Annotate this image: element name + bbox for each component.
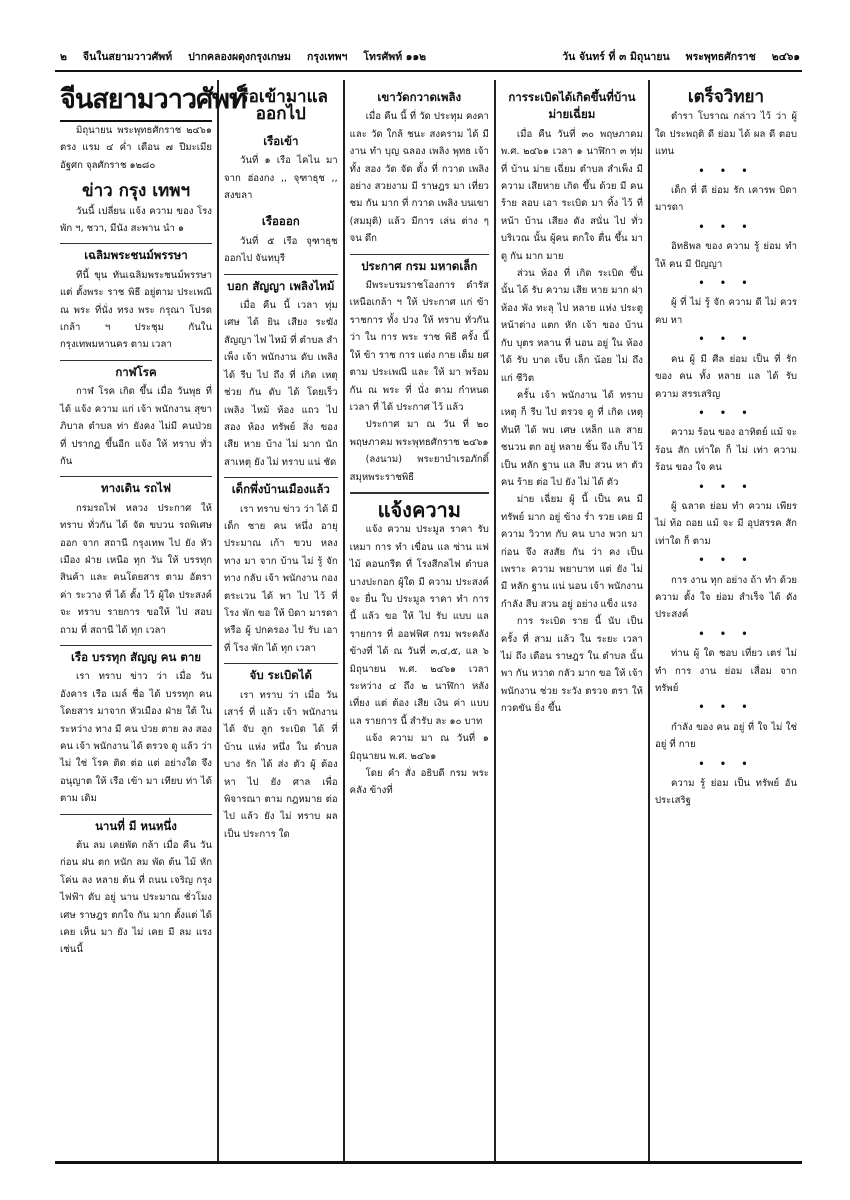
section-divider: • • • [698,555,754,567]
section-divider: • • • [698,481,754,493]
section-divider: • • • [698,334,754,346]
article-paragraph: แจ้ง ความ มา ณ วันที่ ๑ มิถุนายน พ.ศ. ๒๔๖๑ [349,733,489,762]
header-rule [55,70,802,72]
article-paragraph: เรา ทราบ ข่าว ว่า เมื่อ วัน อังคาร เรือ เมล์ ชื่อ ได้ บรรทุก คน โดยสาร มาจาก หัวเมือง ฝ่าย ใต้ ใน ระหว่าง ทาง มี คน ป่วย ตาย ลง สอง คน เจ้า พนักงาน ได้ ตรวจ ดู แล้ว ว่า ไม่ ใช่ โรค ติด ต่อ แต่ อย่างใด จึง อนุญาต ให้ เรือ เข้า มา เทียบ ท่า ได้ ตาม เดิม [60,671,212,805]
article-heading: เรือเข้ามาแลออกไป [233,87,328,125]
article-heading: ประกาศ กรม มหาดเล็ก [350,254,489,275]
article-paragraph: มิถุนายน พระพุทธศักราช ๒๔๖๑ ตรง แรม ๔ ค่ำ เดือน ๗ ปีมะเมีย อัฐศก จุลศักราช ๑๒๘๐ [60,125,212,171]
article-paragraph: ส่วน ห้อง ที่ เกิด ระเบิด ขึ้น นั้น ได้ รับ ความ เสีย หาย มาก ฝา ห้อง พัง ทะลุ ไป หลาย แห่ง ประตู หน้าต่าง แตก หัก เจ้า ของ บ้าน กับ บุตร หลาน ที่ นอน อยู่ ใน ห้อง ได้ รับ บาด เจ็บ เล็ก น้อย ไม่ ถึง แก่ ชีวิต [500,268,643,384]
article-heading: เด็กพึ่งบ้านเมืองแล้ว [224,477,338,498]
article-paragraph: ครั้น เจ้า พนักงาน ได้ ทราบ เหตุ ก็ รีบ ไป ตรวจ ดู ที่ เกิด เหตุ ทันที ได้ พบ เศษ เหล็ก แล สาย ชนวน ตก อยู่ หลาย ชิ้น จึง เก็บ ไว้ เป็น หลัก ฐาน แล สืบ สวน หา ตัว คน ร้าย ต่อ ไป ยัง ไม่ ได้ ตัว [500,389,643,488]
newspaper-name: จีนในสยามวาวศัพท์ [82,50,173,63]
era-label: พระพุทธศักราช [685,50,756,63]
article-paragraph: วันนี้ เปลี่ยน แจ้ง ความ ของ โรงพัก ฯ, ชวา, มีนัง สะพาน นำ ๑ [60,205,212,235]
article-paragraph: แจ้ง ความ ประมูล ราคา รับเหมา การ ทำ เขื่อน แล ซ่าน แฟ ไม้ คอนกรีต ที่ โรงสีกลไฟ ตำบล บางปะกอก ผู้ใด มี ความ ประสงค์ จะ ยื่น ใบ ประมูล ราคา ทำ การ นี้ แล้ว ขอ ให้ ไป รับ แบบ แล รายการ ที่ ออฟฟิศ กรม พระคลังข้างที่ ได้ ณ วันที่ ๓,๔,๕, แล ๖ มิถุนายน พ.ศ. ๒๔๖๑ เวลา ระหว่าง ๔ ถึง ๒ นาฬิกา หลัง เที่ยง แต่ ต้อง เสีย เงิน ค่า แบบ แล รายการ นี้ สำรับ ละ ๑๐ บาท [349,524,489,727]
article-paragraph: ท่าน ผู้ ใด ชอบ เที่ยว เตร่ ไม่ ทำ การ งาน ย่อม เสื่อม จาก ทรัพย์ [654,648,797,694]
article-paragraph: (ลงนาม) พระยาบำเรอภักดิ์ สมุหพระราชพิธี [349,454,489,483]
article-heading: การระเบิดได้เกิดขึ้นที่บ้านม่ายเฉี่ยม [508,90,636,122]
column-5 [650,80,802,1162]
article-heading: เฉลิมพระชนม์พรรษา [60,243,212,264]
article-heading: แจ้งความ [350,492,489,519]
column-4 [496,80,650,1162]
article-paragraph: เรา ทราบ ว่า เมื่อ วัน เสาร์ ที่ แล้ว เจ้า พนักงาน ได้ จับ ลูก ระเบิด ได้ ที่ บ้าน แห่ง หนึ่ง ใน ตำบล บาง รัก ได้ ส่ง ตัว ผู้ ต้อง หา ไป ยัง ศาล เพื่อ พิจารณา ตาม กฎหมาย ต่อ ไป แล้ว ยัง ไม่ ทราบ ผล เป็น ประการ ใด [224,689,338,840]
article-paragraph: ม่าย เฉี่ยม ผู้ นี้ เป็น คน มี ทรัพย์ มาก อยู่ ข้าง ร่ำ รวย เคย มี ความ วิวาท กับ คน บาง พวก มา ก่อน จึง สงสัย กัน ว่า คง เป็น เพราะ ความ พยาบาท แต่ ยัง ไม่ มี หลัก ฐาน แน่ นอน เจ้า พนักงาน กำลัง สืบ สวน อยู่ อย่าง แข็ง แรง [500,494,643,610]
column-2 [219,80,345,1162]
section-divider: • • • [698,165,754,177]
article-paragraph: การ ระเบิด ราย นี้ นับ เป็น ครั้ง ที่ สาม แล้ว ใน ระยะ เวลา ไม่ ถึง เดือน ราษฎร ใน ตำบล นั้น พา กัน หวาด กลัว มาก ขอ ให้ เจ้า พนักงาน ช่วย ระวัง ตรวจ ตรา ให้ กวดขัน ยิ่ง ขึ้น [500,616,643,715]
article-heading: จับ ระเบิดได้ [224,663,338,684]
article-heading: เรือ บรรทุก สัญญ คน ตาย [60,645,212,666]
section-divider: • • • [698,221,754,233]
article-paragraph: ผู้ ฉลาด ย่อม ทำ ความ เพียร ไม่ ท้อ ถอย แม้ จะ มี อุปสรรค สัก เท่าใด ก็ ตาม [654,500,797,547]
article-paragraph: เด็ก ที่ ดี ย่อม รัก เคารพ บิดา มารดา [654,185,797,214]
article-heading: กาฬโรค [60,360,212,381]
office-address: ปากคลองผดุงกรุงเกษม [188,50,291,63]
article-paragraph: อิทธิพล ของ ความ รู้ ย่อม ทำ ให้ คน มี ปัญญา [654,241,797,270]
article-paragraph: กำลัง ของ คน อยู่ ที่ ใจ ไม่ ใช่ อยู่ ที่ กาย [654,721,797,751]
article-heading: เรือเข้า [263,133,299,148]
article-heading: เรือออก [261,214,300,229]
article-paragraph: ต้น ลม เคยพัด กล้า เมื่อ คืน วัน ก่อน ฝน ตก หนัก ลม พัด ต้น ไม้ หัก โค่น ลง หลาย ต้น ที่ ถนน เจริญ กรุง ไฟฟ้า ดับ อยู่ นาน ประมาณ ชั่วโมง เศษ ราษฎร ตกใจ กัน มาก ตั้งแต่ ได้ เคย เห็น มา ยัง ไม่ เคย มี ลม แรง เช่นนี้ [60,840,212,956]
section-divider: • • • [698,702,754,714]
article-heading: เขาวัดกวาดเพลิง [377,90,462,104]
year: ๒๔๖๑ [771,50,800,63]
article-paragraph: มีพระบรมราชโองการ ดำรัสเหนือเกล้า ฯ ให้ ประกาศ แก่ ข้า ราชการ ทั้ง ปวง ให้ ทราบ ทั่วกัน ว่า ใน การ พระ ราช พิธี ครั้ง นี้ ให้ ข้า ราช การ แต่ง กาย เต็ม ยศ ตาม ประเพณี และ ให้ มา พร้อม กัน ณ พระ ที่ นั่ง ตาม กำหนด เวลา ที่ ได้ ประกาศ ไว้ แล้ว [349,280,489,413]
article-paragraph: การ งาน ทุก อย่าง ถ้า ทำ ด้วย ความ ตั้ง ใจ ย่อม สำเร็จ ได้ ดัง ประสงค์ [654,574,797,621]
section-divider: • • • [698,628,754,640]
article-paragraph: ประกาศ มา ณ วัน ที่ ๒๐ พฤษภาคม พระพุทธศักราช ๒๔๖๑ [349,419,489,448]
article-heading: เตร็จวิทยา [687,87,765,107]
section-divider: • • • [698,758,754,770]
article-paragraph: ตำรา โบราณ กล่าว ไว้ ว่า ผู้ ใด ประพฤติ ดี ย่อม ได้ ผล ดี ตอบ แทน [654,111,797,158]
article-heading: ทางเดิน รถไฟ [60,476,212,497]
article-heading: บอก สัญญา เพลิงไหม้ [224,274,338,295]
city: กรุงเทพฯ [306,50,348,63]
article-paragraph: เรา ทราบ ข่าว ว่า ได้ มี เด็ก ชาย คน หนึ่ง อายุ ประมาณ เก้า ขวบ หลง ทาง มา จาก บ้าน ไม่ รู้ จัก ทาง กลับ เจ้า พนักงาน กองตระเวน ได้ พา ไป ไว้ ที่ โรง พัก ขอ ให้ บิดา มารดา หรือ ผู้ ปกครอง ไป รับ เอา ที่ โรง พัก ได้ ทุก เวลา [224,503,338,654]
column-1 [55,80,246,1162]
article-paragraph: โดย คำ สั่ง อธิบดี กรม พระคลัง ข้างที่ [349,768,489,797]
article-paragraph: เมื่อ คืน นี้ เวลา ทุ่ม เศษ ได้ ยิน เสียง ระฆัง สัญญา ไฟ ไหม้ ที่ ตำบล สำเพ็ง เจ้า พนักงาน ดับ เพลิง ได้ รีบ ไป ถึง ที่ เกิด เหตุ ช่วย กัน ดับ ได้ โดยเร็ว เพลิง ไหม้ ห้อง แถว ไป สอง ห้อง ทรัพย์ สิ่ง ของ เสีย หาย บ้าง ไม่ มาก นัก สาเหตุ ยัง ไม่ ทราบ แน่ ชัด [224,300,338,468]
article-paragraph: วันที่ ๕ เรือ จุฑาธุช ออกไป จันทบุรี [224,235,338,265]
article-heading: นานที่ มี หนหนึ่ง [60,814,212,835]
article-heading: ข่าว กรุง เทพฯ [81,181,191,202]
article-paragraph: คน ผู้ มี ศีล ย่อม เป็น ที่ รัก ของ คน ทั้ง หลาย แล ได้ รับ ความ สรรเสริญ [654,353,797,400]
article-paragraph: กาฬ โรค เกิด ขึ้น เมื่อ วันพุธ ที่ ได้ แจ้ง ความ แก่ เจ้า พนักงาน สุขา ภิบาล ตำบล ท่า ยังคง ไม่มี คนป่วย ที่ ปรากฏ ขึ้นอีก แจ้ง ให้ ทราบ ทั่ว กัน [60,386,212,467]
column-3 [345,80,496,1162]
page-number: ๒ [60,50,67,63]
section-divider: • • • [698,278,754,290]
newspaper-columns [55,80,802,1162]
section-divider: • • • [698,407,754,419]
article-paragraph: ทีนี้ ขุน ทันเฉลิมพระชนม์พรรษา แต่ ตั้งพระ ราช พิธี อยู่ตาม ประเพณี ณ พระ ที่นั่ง ทรง พระ กรุณา โปรด เกล้า ฯ ประชุม กันใน กรุงเทพมหานคร ตาม เวลา [60,269,212,351]
phone: โทรศัพท์ ๑๑๒ [363,50,427,63]
issue-date: วัน จันทร์ ที่ ๓ มิถุนายน [562,50,670,63]
bottom-rule [55,1161,802,1164]
article-paragraph: เมื่อ คืน วันที่ ๓๐ พฤษภาคม พ.ศ. ๒๔๖๑ เวลา ๑ นาฬิกา ๓ ทุ่ม ที่ บ้าน ม่าย เฉี่ยม ตำบล สำเพ็ง มี ความ เสียหาย เกิด ขึ้น ด้วย มี คน ร้าย ลอบ เอา ระเบิด มา ทิ้ง ไว้ ที่ หน้า บ้าน เสียง ดัง สนั่น ไป ทั่ว บริเวณ นั้น ผู้คน ตกใจ ตื่น ขึ้น มา ดู กัน มาก มาย [500,128,643,262]
article-paragraph: กรมรถไฟ หลวง ประกาศ ให้ทราบ ทั่วกัน ได้ จัด ขบวน รถพิเศษ ออก จาก สถานี กรุงเทพ ไป ยัง หัวเมือง ฝ่าย เหนือ ทุก วัน ให้ บรรทุก สินค้า และ คนโดยสาร ตาม อัตรา ค่า ระวาง ที่ ได้ ตั้ง ไว้ ผู้ใด ประสงค์ จะ ทราบ รายการ ขอให้ ไป สอบ ถาม ที่ สถานี ได้ ทุก เวลา [60,502,212,636]
article-paragraph: ความ ร้อน ของ อาทิตย์ แม้ จะ ร้อน สัก เท่าใด ก็ ไม่ เท่า ความ ร้อน ของ ใจ คน [654,427,797,474]
article-paragraph: ผู้ ที่ ไม่ รู้ จัก ความ ดี ไม่ ควร คบ หา [654,297,797,326]
page-header [60,45,800,67]
article-paragraph: ความ รู้ ย่อม เป็น ทรัพย์ อัน ประเสริฐ [654,778,797,807]
article-paragraph: วันที่ ๑ เรือ ไคไน มาจาก ฮ่องกง ,, จุฑาธุช ,, สงขลา [224,155,338,202]
masthead: จีนสยามวาวศัพท์ [60,80,212,122]
article-paragraph: เมื่อ คืน นี้ ที่ วัด ประทุม คงคา และ วัด ใกล้ ชนะ สงคราม ได้ มีงาน ทำ บุญ ฉลอง เพลิง พุทธ เจ้า ทั้ง สอง วัด จัด ตั้ง ที่ กวาด เพลิง อย่าง สวยงาม มี ราษฎร มา เที่ยว ชม กัน มาก ที่ กวาด เพลิง บนเขา (สมมุติ) แล้ว มีการ เล่น ต่าง ๆ จน ดึก [349,111,489,245]
